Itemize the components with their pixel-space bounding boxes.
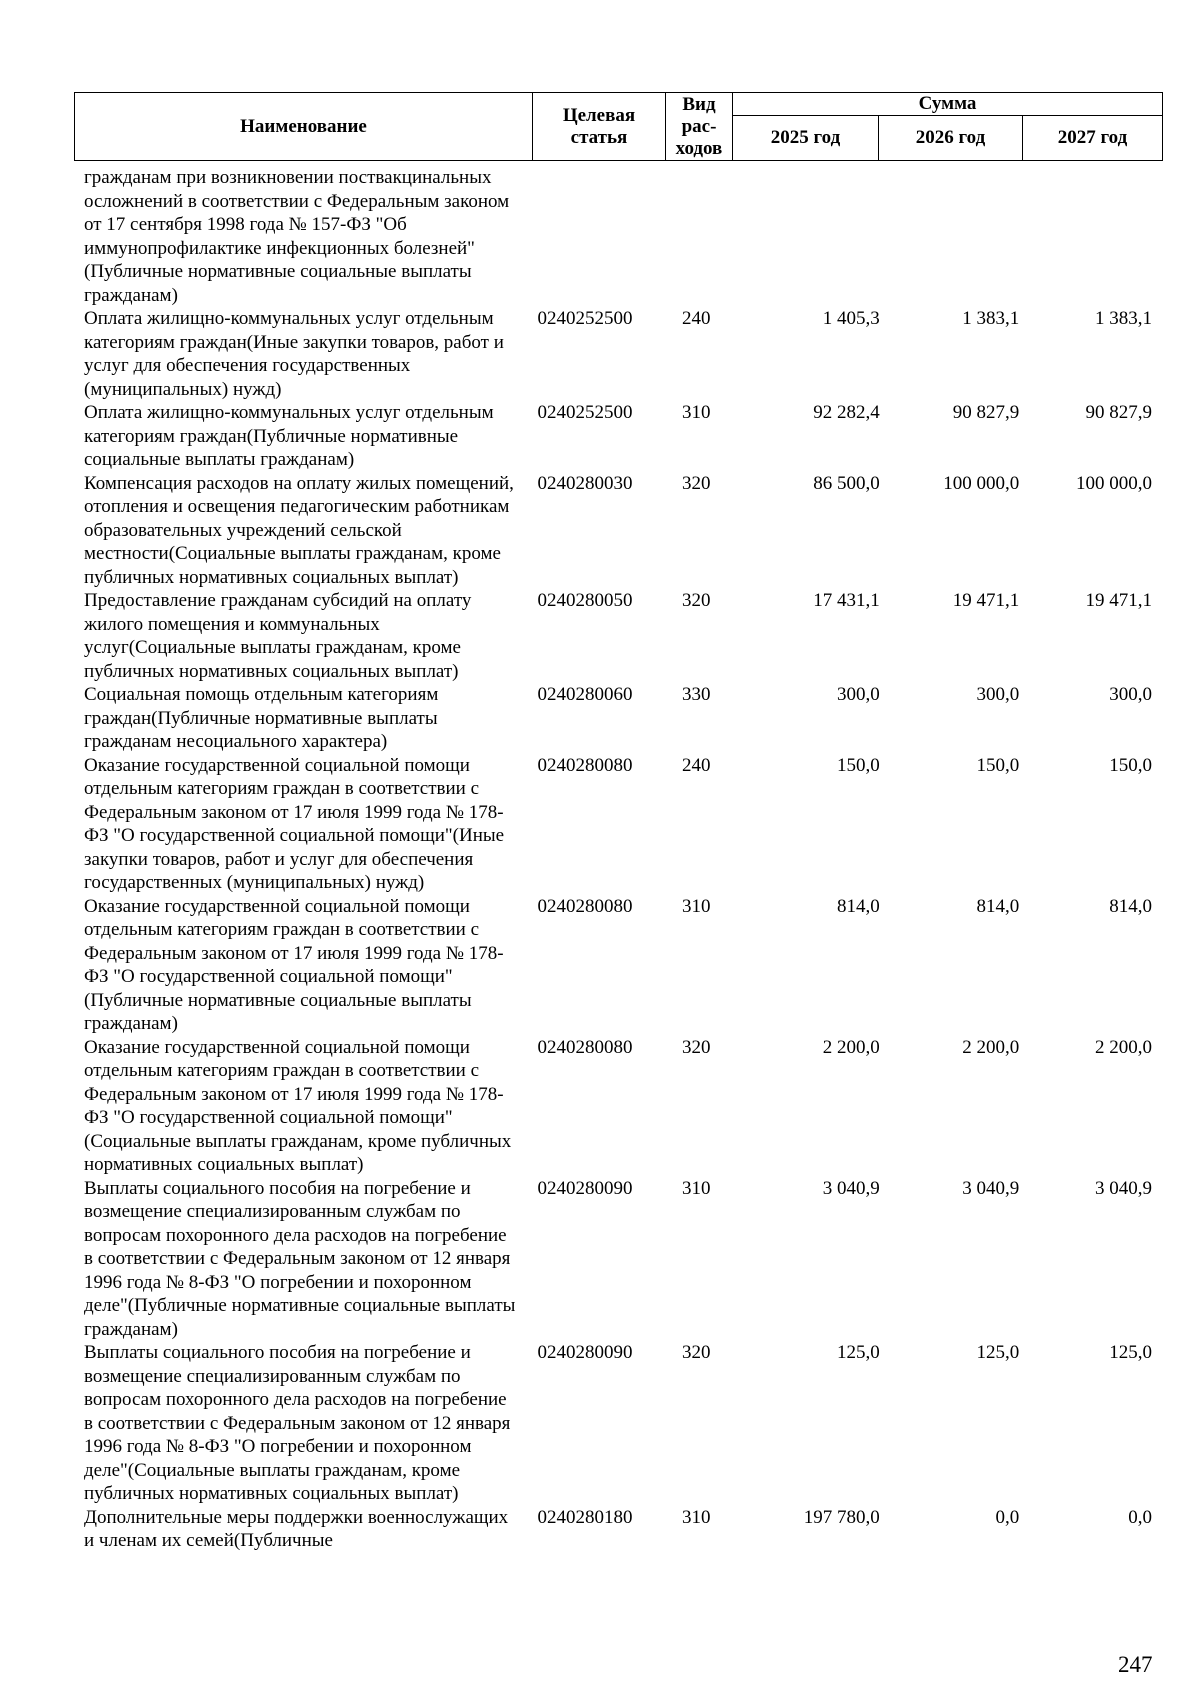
row-code: 0240252500 [537,308,633,329]
row-vid: 320 [682,590,711,611]
row-sum-2026: 125,0 [976,1342,1020,1363]
row-vid: 320 [682,1036,711,1058]
row-sum-2025: 1 405,3 [822,308,880,329]
row-sum-2027: 125,0 [1109,1342,1153,1363]
row-sum-2025: 197 780,0 [803,1506,880,1528]
row-sum-2027: 150,0 [1109,754,1153,776]
row-sum-2025: 92 282,4 [813,402,880,423]
row-code: 0240280080 [537,895,633,917]
row-code: 0240252500 [537,402,633,423]
row-sum-2025: 150,0 [836,754,880,776]
row-vid: 320 [682,1342,711,1363]
table-row [74,895,1162,1036]
row-sum-2027: 814,0 [1109,895,1153,917]
row-sum-2027 [1030,166,1162,307]
row-sum-2026: 150,0 [976,754,1020,776]
row-sum-2026: 0,0 [995,1506,1020,1528]
row-sum-2027: 19 471,1 [1085,590,1153,611]
row-vid [667,166,747,307]
row-name: Дополнительные меры поддержки военнослужащих и членам их семей(Публичные [84,1506,509,1551]
row-sum-2027: 3 040,9 [1095,1177,1153,1199]
row-name: Социальная помощь отдельным категориям граждан(Публичные нормативные выплаты гражданам несоциального характера) [84,684,439,752]
table-header [74,92,1163,161]
row-sum-2026 [890,166,1031,307]
table-row [74,754,1162,895]
row-sum-2026: 100 000,0 [943,472,1020,494]
row-vid: 320 [682,472,711,494]
row-sum-2025: 17 431,1 [813,590,880,611]
row-code: 0240280050 [537,590,633,611]
row-vid: 310 [682,1506,711,1528]
table-row [74,1177,1162,1342]
header-code [533,93,666,161]
row-name: гражданам при возникновении поствакцинальных осложнений в соответствии с Федеральным законом от 17 сентября 1998 года № 157-ФЗ "Об иммунопрофилактике инфекционных болезней"(Публичные нормативные социальные выплаты гражданам) [84,167,510,306]
row-name: Оплата жилищно-коммунальных услуг отдельным категориям граждан(Иные закупки товаров, работ и услуг для обеспечения государственных (муниципальных) нужд) [84,308,504,400]
row-vid: 240 [682,754,711,776]
row-sum-2025: 86 500,0 [813,472,880,494]
row-name: Компенсация расходов на оплату жилых помещений, отопления и освещения педагогическим работникам образовательных учреждений сельской местности(Социальные выплаты гражданам, кроме публичных нормативных социальных выплат) [84,472,514,588]
row-vid: 310 [682,1177,711,1199]
row-code: 0240280090 [537,1342,633,1363]
row-code: 0240280080 [537,1036,633,1058]
row-sum-2026: 90 827,9 [952,402,1020,423]
row-sum-2027: 90 827,9 [1085,402,1153,423]
row-sum-2026: 814,0 [976,895,1020,917]
row-code: 0240280180 [537,1506,633,1528]
header-vid [666,93,733,161]
row-name: Предоставление гражданам субсидий на оплату жилого помещения и коммунальных услуг(Социальные выплаты гражданам, кроме публичных нормативных социальных выплат) [84,590,472,682]
row-sum-2026: 19 471,1 [952,590,1020,611]
row-name: Оплата жилищно-коммунальных услуг отдельным категориям граждан(Публичные нормативные социальные выплаты гражданам) [84,402,494,470]
table-body [74,166,1162,1553]
header-name: Наименование [75,93,533,161]
header-sum: Сумма [733,93,1163,116]
table-row [74,1506,1162,1553]
row-sum-2025: 125,0 [836,1342,880,1363]
table-row [74,401,1162,472]
header-year-2027: 2027 год [1023,116,1163,161]
row-name: Оказание государственной социальной помощи отдельным категориям граждан в соответствии с Федеральным законом от 17 июля 1999 года № 178-ФЗ "О государственной социальной помощи"(Публичные нормативные социальные выплаты гражданам) [84,895,504,1034]
row-name: Оказание государственной социальной помощи отдельным категориям граждан в соответствии с Федеральным законом от 17 июля 1999 года № 178-ФЗ "О государственной социальной помощи"(Иные закупки товаров, работ и услуг для обеспечения государственных (муниципальных) нужд) [84,754,505,893]
row-sum-2025: 3 040,9 [822,1177,880,1199]
row-sum-2025: 814,0 [836,895,880,917]
table-row [74,166,1162,307]
row-code: 0240280080 [537,754,633,776]
row-sum-2027: 1 383,1 [1095,308,1153,329]
row-sum-2025: 2 200,0 [822,1036,880,1058]
row-sum-2027: 100 000,0 [1076,472,1153,494]
row-name: Выплаты социального пособия на погребение и возмещение специализированным службам по вопросам похоронного дела расходов на погребение в соответствии с Федеральным законом от 12 января 1996 года № 8-ФЗ "О погребении и похоронном деле"(Социальные выплаты гражданам, кроме публичных нормативных социальных выплат) [84,1342,511,1504]
row-sum-2026: 300,0 [976,684,1020,705]
row-sum-2026: 3 040,9 [962,1177,1020,1199]
row-vid: 310 [682,895,711,917]
row-vid: 330 [682,684,711,705]
row-name: Оказание государственной социальной помощи отдельным категориям граждан в соответствии с Федеральным законом от 17 июля 1999 года № 178-ФЗ "О государственной социальной помощи"(Социальные выплаты гражданам, кроме публичных нормативных социальных выплат) [84,1036,512,1175]
row-code: 0240280030 [537,472,633,494]
row-code: 0240280090 [537,1177,633,1199]
row-vid: 310 [682,402,711,423]
page-number: 247 [1118,1652,1153,1677]
table-row [74,589,1162,683]
row-sum-2025: 300,0 [836,684,880,705]
header-code-text: Целевая статья [562,104,636,148]
row-sum-2025 [747,166,889,307]
table-row [74,683,1162,754]
table-row [74,1341,1162,1506]
header-year-2026: 2026 год [879,116,1023,161]
row-code: 0240280060 [537,684,633,705]
header-vid-text: Вид рас-ходов [675,93,723,159]
row-sum-2027: 2 200,0 [1095,1036,1153,1058]
table-row [74,472,1162,590]
row-sum-2027: 0,0 [1128,1506,1153,1528]
row-sum-2027: 300,0 [1109,684,1153,705]
row-name: Выплаты социального пособия на погребение и возмещение специализированным службам по вопросам похоронного дела расходов на погребение в соответствии с Федеральным законом от 12 января 1996 года № 8-ФЗ "О погребении и похоронном деле"(Публичные нормативные социальные выплаты гражданам) [84,1177,516,1340]
row-vid: 240 [682,308,711,329]
table-row [74,307,1162,401]
table-row [74,1036,1162,1177]
row-code [520,166,667,307]
row-sum-2026: 1 383,1 [962,308,1020,329]
header-year-2025: 2025 год [733,116,879,161]
row-sum-2026: 2 200,0 [962,1036,1020,1058]
